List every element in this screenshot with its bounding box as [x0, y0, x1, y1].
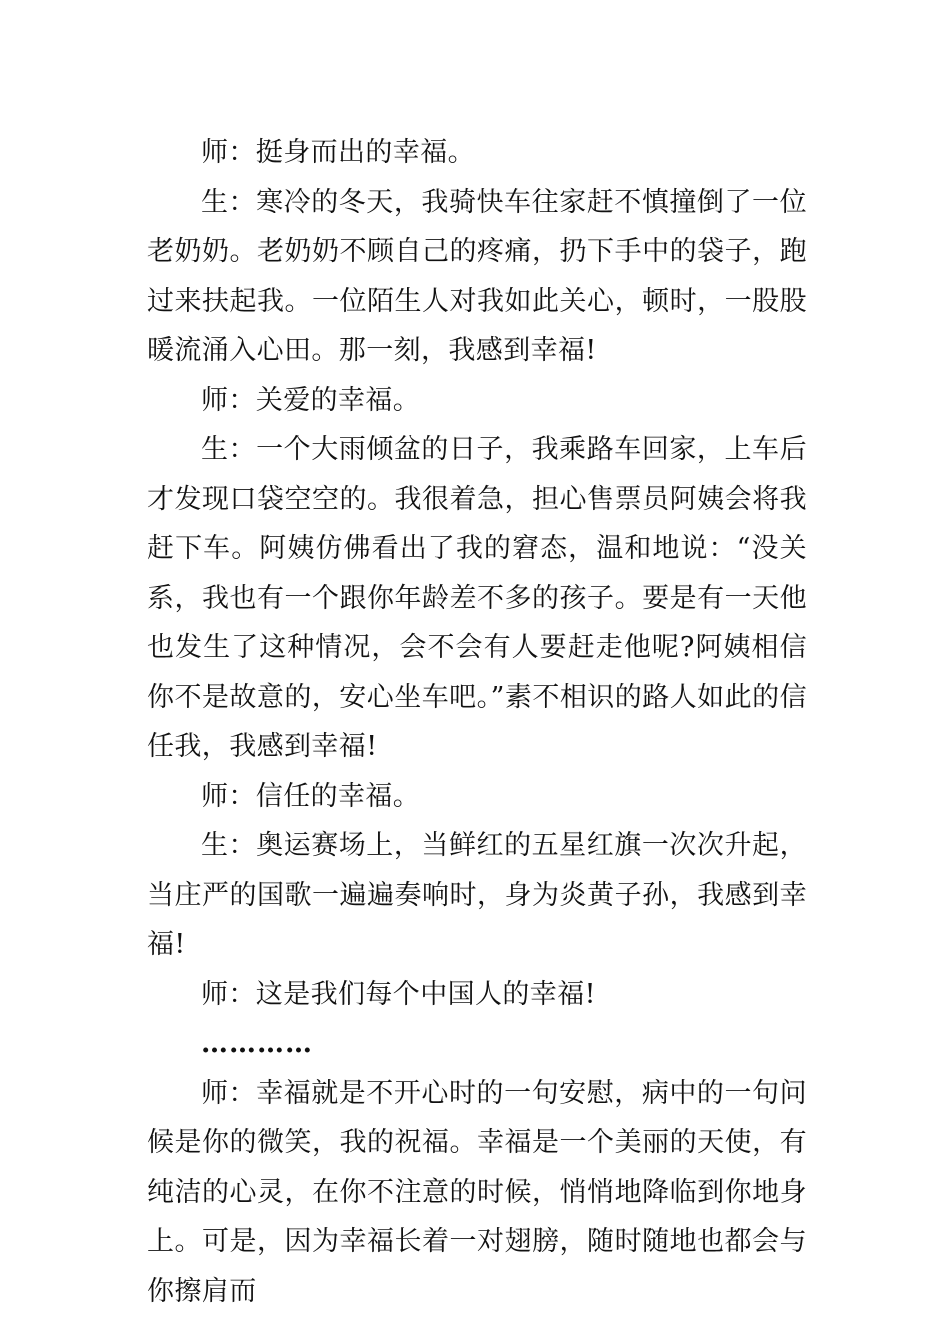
paragraph-student-1: 生：寒冷的冬天，我骑快车往家赶不慎撞倒了一位老奶奶。老奶奶不顾自己的疼痛，扔下手中的袋子，跑过来扶起我。一位陌生人对我如此关心，顿时，一股股暖流涌入心田。那一刻，我感到幸福!: [147, 186, 807, 366]
paragraph-student-3: 生：奥运赛场上，当鲜红的五星红旗一次次升起，当庄严的国歌一遍遍奏响时，身为炎黄子孙，我感到幸福!: [147, 830, 807, 960]
document-body: [147, 128, 807, 1316]
paragraph-ellipsis: …………: [201, 1028, 313, 1059]
paragraph-teacher-4: 师：这是我们每个中国人的幸福!: [201, 978, 596, 1010]
paragraph-teacher-3: 师：信任的幸福。: [201, 780, 421, 812]
paragraph-student-2: 生：一个大雨倾盆的日子，我乘路车回家，上车后才发现口袋空空的。我很着急，担心售票员阿姨会将我赶下车。阿姨仿佛看出了我的窘态，温和地说：“没关系，我也有一个跟你年龄差不多的孩子。要是有一天他也发生了这种情况，会不会有人要赶走他呢?阿姨相信你不是故意的，安心坐车吧。”素不相识的路人如此的信任我，我感到幸福!: [147, 434, 807, 762]
paragraph-teacher-1: 师：挺身而出的幸福。: [201, 137, 475, 168]
paragraph-teacher-5: 师：幸福就是不开心时的一句安慰，病中的一句问候是你的微笑，我的祝福。幸福是一个美丽的天使，有纯洁的心灵，在你不注意的时候，悄悄地降临到你地身上。可是，因为幸福长着一对翅膀，随时随地也都会与你擦肩而: [147, 1077, 807, 1307]
paragraph-teacher-2: 师：关爱的幸福。: [201, 384, 421, 416]
